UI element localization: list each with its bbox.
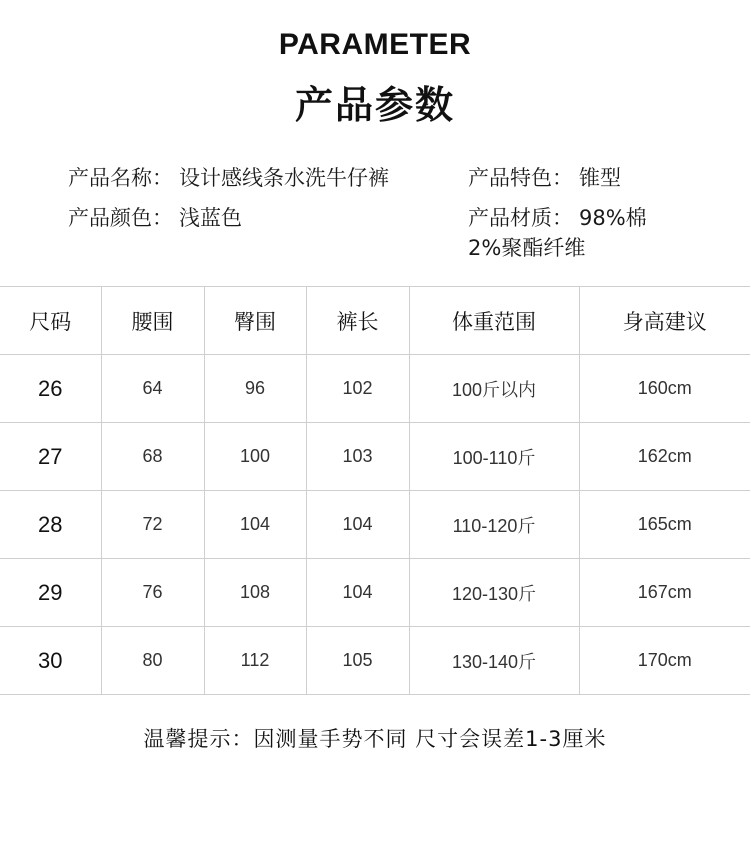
product-color-value: 浅蓝色 xyxy=(179,206,242,230)
cell-waist: 68 xyxy=(101,423,204,491)
table-row xyxy=(0,355,750,423)
cell-weight-range: 110-120斤 xyxy=(409,491,579,559)
product-name-label: 产品名称： xyxy=(68,166,173,190)
cell-weight-range: 120-130斤 xyxy=(409,559,579,627)
cell-size: 30 xyxy=(0,627,101,695)
column-header-waist: 腰围 xyxy=(101,287,204,355)
product-name-value: 设计感线条水洗牛仔裤 xyxy=(179,166,389,190)
cell-weight-range: 100-110斤 xyxy=(409,423,579,491)
page-title-english: PARAMETER xyxy=(278,28,472,61)
cell-size: 29 xyxy=(0,559,101,627)
cell-size: 27 xyxy=(0,423,101,491)
page-title-chinese: 产品参数 xyxy=(294,83,455,127)
cell-weight-range: 100斤以内 xyxy=(409,355,579,423)
cell-height-suggestion: 160cm xyxy=(579,355,750,423)
product-material-row xyxy=(468,203,718,263)
cell-hip: 112 xyxy=(204,627,306,695)
cell-size: 26 xyxy=(0,355,101,423)
product-feature-row xyxy=(468,163,621,193)
column-header-weight-range: 体重范围 xyxy=(409,287,579,355)
cell-height-suggestion: 162cm xyxy=(579,423,750,491)
product-material-value-line2: 2%聚酯纤维 xyxy=(468,236,586,260)
column-header-size: 尺码 xyxy=(0,287,101,355)
table-header-row xyxy=(0,287,750,355)
cell-waist: 76 xyxy=(101,559,204,627)
cell-length: 103 xyxy=(306,423,409,491)
cell-hip: 108 xyxy=(204,559,306,627)
cell-length: 102 xyxy=(306,355,409,423)
product-name-row xyxy=(68,163,389,193)
cell-waist: 80 xyxy=(101,627,204,695)
cell-length: 104 xyxy=(306,559,409,627)
cell-hip: 96 xyxy=(204,355,306,423)
product-feature-label: 产品特色： xyxy=(468,166,573,190)
cell-length: 104 xyxy=(306,491,409,559)
cell-waist: 64 xyxy=(101,355,204,423)
measurement-tip: 温馨提示：因测量手势不同 尺寸会误差1-3厘米 xyxy=(143,727,607,751)
product-material-label: 产品材质： xyxy=(468,206,573,230)
column-header-hip: 臀围 xyxy=(204,287,306,355)
table-row xyxy=(0,627,750,695)
cell-weight-range: 130-140斤 xyxy=(409,627,579,695)
cell-height-suggestion: 170cm xyxy=(579,627,750,695)
table-row xyxy=(0,559,750,627)
cell-height-suggestion: 165cm xyxy=(579,491,750,559)
cell-waist: 72 xyxy=(101,491,204,559)
table-row xyxy=(0,423,750,491)
column-header-height-suggestion: 身高建议 xyxy=(579,287,750,355)
product-material-value-line1: 98%棉 xyxy=(579,206,647,230)
size-table xyxy=(0,286,750,695)
cell-size: 28 xyxy=(0,491,101,559)
cell-length: 105 xyxy=(306,627,409,695)
product-color-label: 产品颜色： xyxy=(68,206,173,230)
cell-hip: 104 xyxy=(204,491,306,559)
product-color-row xyxy=(68,203,242,233)
column-header-length: 裤长 xyxy=(306,287,409,355)
cell-hip: 100 xyxy=(204,423,306,491)
cell-height-suggestion: 167cm xyxy=(579,559,750,627)
product-feature-value: 锥型 xyxy=(579,166,621,190)
table-row xyxy=(0,491,750,559)
